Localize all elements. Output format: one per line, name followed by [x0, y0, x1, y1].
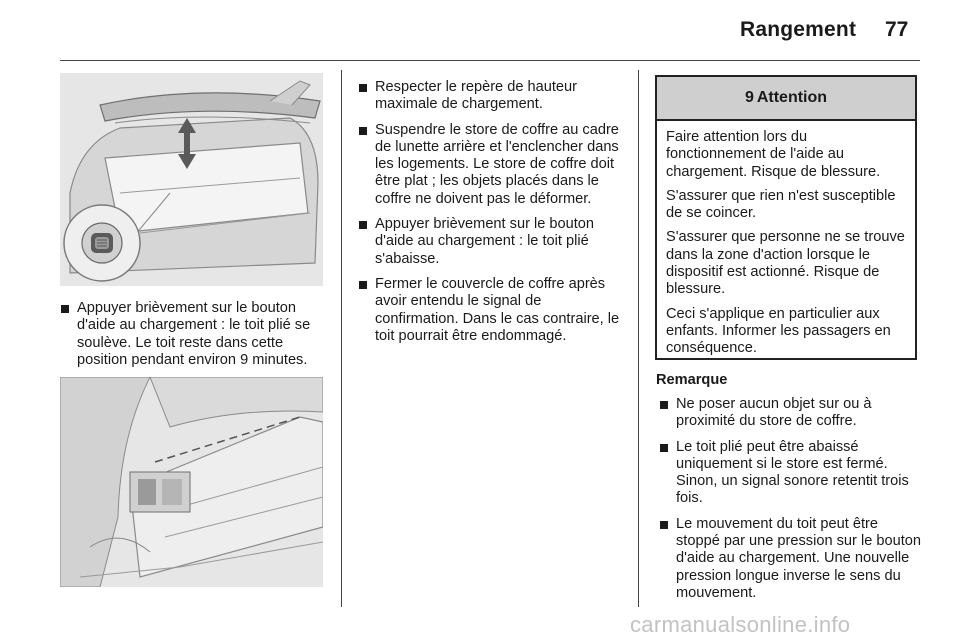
bullet-square-icon	[660, 401, 668, 409]
column1-text	[60, 300, 326, 377]
warning-box	[655, 75, 917, 360]
list-item: Suspendre le store de coffre au cadre de lunette arrière et l'enclencher dans les logements. Le store de coffre doit être plat ; les objets placés dans le coffre ne doivent pas le déformer.	[358, 122, 626, 208]
warning-title: Attention	[756, 89, 828, 106]
warning-paragraph: S'assurer que rien n'est susceptible de se coincer.	[666, 187, 896, 222]
list-item: Appuyer brièvement sur le bouton d'aide au chargement : le toit plié se soulève. Le toit reste dans cette position pendant environ 9 minutes.	[60, 300, 326, 369]
header-divider	[60, 60, 920, 61]
list-item: Appuyer brièvement sur le bouton d'aide au chargement : le toit plié s'abaisse.	[358, 216, 626, 268]
column-divider-left	[341, 70, 342, 607]
trunk-roof-illustration	[60, 73, 323, 286]
note-text	[659, 396, 921, 610]
figure-roof-raised	[60, 73, 323, 286]
trunk-cover-illustration	[60, 377, 323, 587]
bullet-square-icon	[359, 84, 367, 92]
warning-header	[657, 77, 915, 121]
column2-text	[358, 79, 626, 353]
page-title: Rangement	[740, 18, 857, 41]
column-divider-right	[638, 70, 639, 607]
warning-paragraph: Faire attention lors du fonctionnement de l'aide au chargement. Risque de blessure.	[666, 129, 881, 180]
page-number: 77	[885, 18, 909, 41]
list-item: Le mouvement du toit peut être stoppé par une pression sur le bouton d'aide au chargement. Une nouvelle pression longue inverse le sens du mouvement.	[659, 516, 921, 602]
warning-body	[657, 121, 915, 358]
list-item: Fermer le couvercle de coffre après avoir entendu le signal de confirmation. Dans le cas contraire, le toit pourrait être endommagé.	[358, 276, 626, 345]
list-item: Le toit plié peut être abaissé uniquement si le store est fermé. Sinon, un signal sonore retentit trois fois.	[659, 439, 921, 508]
bullet-square-icon	[61, 305, 69, 313]
list-item: Ne poser aucun objet sur ou à proximité du store de coffre.	[659, 396, 921, 431]
warning-icon: 9	[744, 89, 754, 106]
note-title: Remarque	[656, 372, 728, 388]
warning-paragraph: Ceci s'applique en particulier aux enfants. Informer les passagers en conséquence.	[666, 305, 891, 357]
bullet-square-icon	[359, 127, 367, 135]
bullet-square-icon	[359, 221, 367, 229]
bullet-square-icon	[660, 521, 668, 529]
bullet-square-icon	[660, 444, 668, 452]
figure-trunk-cover	[60, 377, 323, 587]
list-item: Respecter le repère de hauteur maximale de chargement.	[358, 79, 626, 114]
warning-paragraph: S'assurer que personne ne se trouve dans la zone d'action lorsque le dispositif est actionné. Risque de blessure.	[666, 229, 905, 298]
watermark: carmanualsonline.info	[630, 612, 851, 637]
bullet-square-icon	[359, 281, 367, 289]
